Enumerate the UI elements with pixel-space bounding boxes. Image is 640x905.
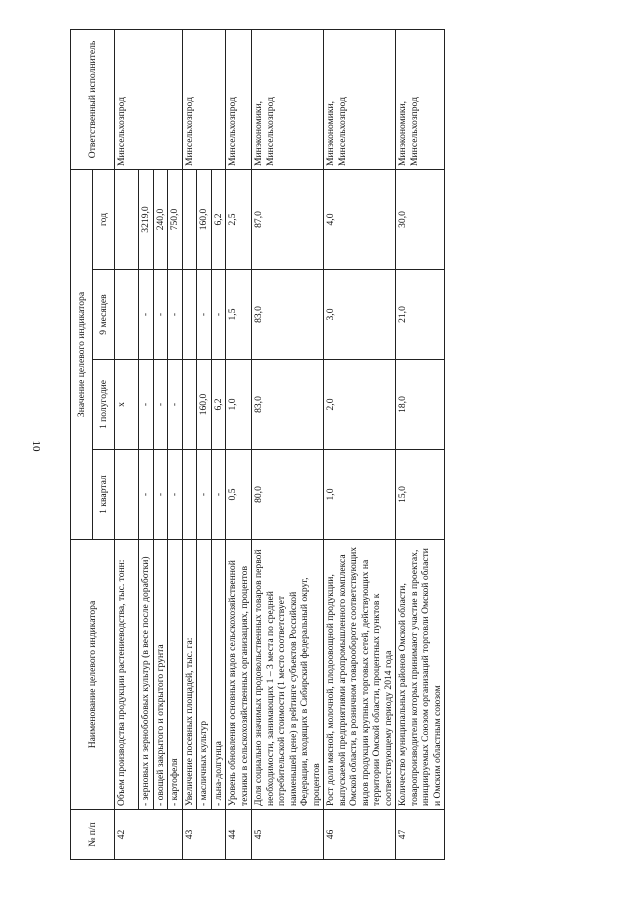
value-m9: - <box>197 270 212 360</box>
value-m9: 3,0 <box>324 270 396 360</box>
value-h1: 18,0 <box>396 360 445 450</box>
value-h1: 2,0 <box>324 360 396 450</box>
value-q1: 15,0 <box>396 450 445 540</box>
table-row <box>115 29 139 859</box>
header-year: год <box>93 169 115 269</box>
value-h1: 6,2 <box>211 360 226 450</box>
row-number: 46 <box>324 810 396 860</box>
value-m9: 83,0 <box>252 270 324 360</box>
indicator-name: Уровень обновления основных видов сельскохозяйственной техники в сельскохозяйственных организациях, процентов <box>226 540 252 810</box>
value-q1 <box>115 450 139 540</box>
header-q1: 1 квартал <box>93 450 115 540</box>
row-number: 44 <box>226 810 252 860</box>
value-m9 <box>115 270 139 360</box>
indicator-name: Количество муниципальных районов Омской области, товаропроизводители которых принимают участие в проектах, инициируемых Союзом организаций торговли Омской области и Омским областным союзом <box>396 540 445 810</box>
value-year: 87,0 <box>252 169 324 269</box>
value-h1: - <box>153 360 168 450</box>
value-q1: - <box>139 450 154 540</box>
indicator-name: Объем производства продукции растениеводства, тыс. тонн: <box>115 540 139 810</box>
value-q1: 1,0 <box>324 450 396 540</box>
value-h1: 1,0 <box>226 360 252 450</box>
responsible: Минэкономики, Минсельхозпрод <box>396 29 445 169</box>
value-h1: х <box>115 360 139 450</box>
row-number: 45 <box>252 810 324 860</box>
value-year <box>182 169 197 269</box>
table-row <box>226 29 252 859</box>
value-year: 3219,0 <box>139 169 154 269</box>
value-q1 <box>182 450 197 540</box>
page-number: 10 <box>30 440 42 452</box>
value-q1: - <box>197 450 212 540</box>
header-value-group: Значение целевого индикатора <box>71 169 93 539</box>
indicator-subname: - картофеля <box>168 540 183 810</box>
row-number: 47 <box>396 810 445 860</box>
value-year: 2,5 <box>226 169 252 269</box>
responsible: Минсельхозпрод <box>226 29 252 169</box>
value-year: 6,2 <box>211 169 226 269</box>
value-m9: - <box>139 270 154 360</box>
indicator-subname: - зерновых и зернобобовых культур (в весе после доработки) <box>139 540 154 810</box>
value-q1: 0,5 <box>226 450 252 540</box>
value-year: 160,0 <box>197 169 212 269</box>
row-number: 42 <box>115 810 183 860</box>
value-h1: 160,0 <box>197 360 212 450</box>
table-row <box>252 29 324 859</box>
header-h1: 1 полугодие <box>93 360 115 450</box>
value-q1: - <box>168 450 183 540</box>
table-row <box>396 29 445 859</box>
rotated-table-page <box>70 30 640 860</box>
table-row <box>182 29 197 859</box>
value-m9: 21,0 <box>396 270 445 360</box>
value-q1: 80,0 <box>252 450 324 540</box>
value-m9: - <box>168 270 183 360</box>
value-h1: - <box>168 360 183 450</box>
responsible: Минэкономики, Минсельхозпрод <box>324 29 396 169</box>
indicator-subname: - льна-долгунца <box>211 540 226 810</box>
indicator-name: Доля социально значимых продовольственных товаров первой необходимости, занимающих 1 – 3 места по средней потребительской стоимости (1 место соответствует наименьшей цене) в рейтинге субъектов Российской Федерации, входящих в Сибирский федеральный округ, процентов <box>252 540 324 810</box>
responsible: Минсельхозпрод <box>182 29 226 169</box>
value-m9 <box>182 270 197 360</box>
value-h1: 83,0 <box>252 360 324 450</box>
header-m9: 9 месяцев <box>93 270 115 360</box>
indicators-table <box>70 29 445 860</box>
responsible: Минэкономики, Минсельхозпрод <box>252 29 324 169</box>
value-m9: - <box>153 270 168 360</box>
value-q1: - <box>153 450 168 540</box>
indicator-subname: - овощей закрытого и открытого грунта <box>153 540 168 810</box>
indicator-subname: - масличных культур <box>197 540 212 810</box>
value-year: 4,0 <box>324 169 396 269</box>
value-m9: 1,5 <box>226 270 252 360</box>
table-row <box>324 29 396 859</box>
row-number: 43 <box>182 810 226 860</box>
indicator-name: Увеличение посевных площадей, тыс. га: <box>182 540 197 810</box>
value-year <box>115 169 139 269</box>
value-year: 750,0 <box>168 169 183 269</box>
value-year: 30,0 <box>396 169 445 269</box>
header-responsible: Ответственный исполнитель <box>71 29 115 169</box>
header-name: Наименование целевого индикатора <box>71 540 115 810</box>
value-m9: - <box>211 270 226 360</box>
responsible: Минсельхозпрод <box>115 29 183 169</box>
value-h1 <box>182 360 197 450</box>
value-year: 240,0 <box>153 169 168 269</box>
value-q1: - <box>211 450 226 540</box>
value-h1: - <box>139 360 154 450</box>
header-no: № п/п <box>71 810 115 860</box>
indicator-name: Рост доли мясной, молочной, плодоовощной продукции, выпускаемой предприятиями агропромышленного комплекса Омской области, в розничном товарообороте соответствующих видов продукции крупных торговых сетей, действующих на территории Омской области, процентных пунктов к соответствующему периоду 2014 года <box>324 540 396 810</box>
